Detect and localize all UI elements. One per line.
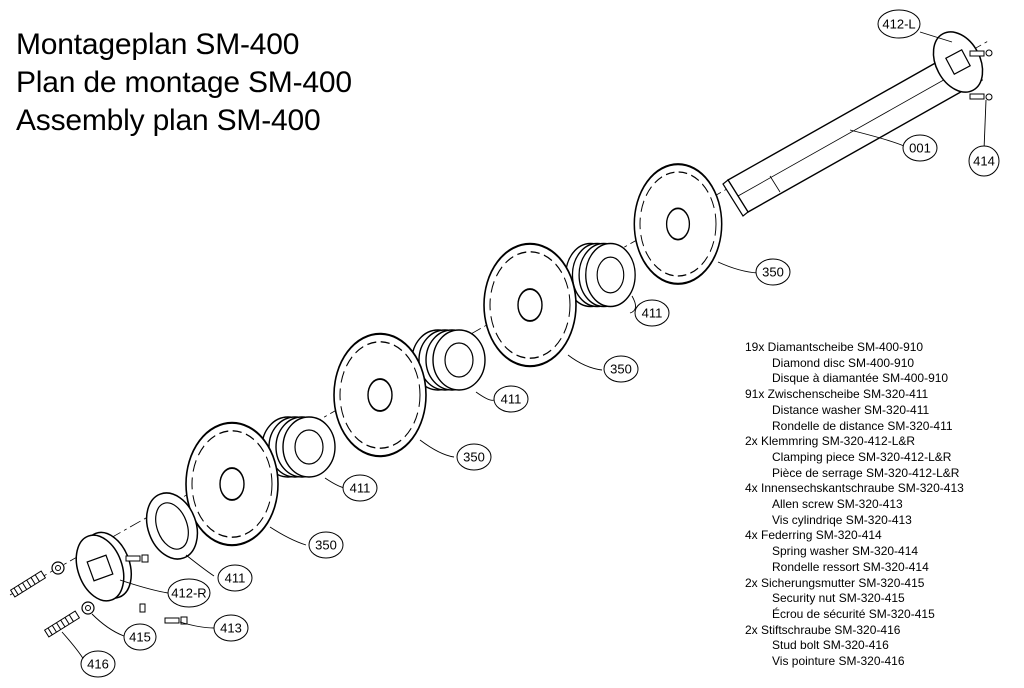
- part-spring-washer: [745, 528, 964, 575]
- part-qty-name: 2x Sicherungsmutter SM-320-415: [745, 575, 925, 590]
- callout-412-R: [168, 579, 210, 607]
- spring-washer-left: [140, 604, 145, 612]
- part-english: Security nut SM-320-415: [772, 591, 905, 606]
- part-english: Allen screw SM-320-413: [772, 497, 903, 512]
- part-french: Rondelle de distance SM-320-411: [772, 418, 953, 433]
- diamond-disc-4: [186, 423, 278, 545]
- stud-bolt-upper: [11, 571, 46, 597]
- svg-text:412-L: 412-L: [882, 16, 916, 32]
- callout-411-b: [494, 386, 528, 412]
- callout-416: [81, 651, 115, 677]
- diamond-disc-2: [484, 244, 576, 366]
- spring-washer-right: [970, 94, 992, 100]
- svg-text:411: 411: [641, 305, 663, 321]
- part-french: Vis pointure SM-320-416: [772, 654, 905, 669]
- part-qty-name: 2x Stiftschraube SM-320-416: [745, 622, 901, 637]
- callout-411-c: [343, 475, 377, 501]
- svg-text:350: 350: [463, 449, 485, 465]
- svg-text:415: 415: [129, 629, 151, 645]
- security-nut-upper: [52, 562, 64, 574]
- title-french: Plan de montage SM-400: [16, 66, 352, 99]
- part-english: Stud bolt SM-320-416: [772, 638, 889, 653]
- allen-screw-right-top: [970, 50, 992, 56]
- callout-350-b: [604, 356, 638, 382]
- callout-001: [903, 135, 937, 161]
- part-french: Écrou de sécurité SM-320-415: [772, 606, 935, 621]
- svg-text:412-R: 412-R: [171, 585, 207, 601]
- part-clamping-piece: [745, 434, 964, 481]
- part-english: Spring washer SM-320-414: [772, 544, 919, 559]
- part-qty-name: 2x Klemmring SM-320-412-L&R: [745, 434, 916, 449]
- title-german: Montageplan SM-400: [16, 28, 300, 61]
- svg-text:350: 350: [762, 264, 784, 280]
- part-french: Vis cylindriqe SM-320-413: [772, 512, 912, 527]
- part-french: Pièce de serrage SM-320-412-L&R: [772, 465, 960, 480]
- part-security-nut: [745, 576, 964, 623]
- part-qty-name: 19x Diamantscheibe SM-400-910: [745, 340, 924, 354]
- part-french: Rondelle ressort SM-320-414: [772, 559, 929, 574]
- svg-text:413: 413: [220, 620, 242, 636]
- part-qty-name: 4x Innensechskantschraube SM-320-413: [745, 481, 964, 496]
- security-nut-lower: [82, 602, 94, 614]
- stud-bolt-lower: [45, 611, 80, 637]
- part-distance-washer: [745, 387, 964, 434]
- callout-412-L: [878, 10, 920, 38]
- svg-text:416: 416: [87, 656, 109, 672]
- diamond-disc-1: [634, 164, 721, 284]
- callout-350-d: [309, 532, 343, 558]
- callout-414: [969, 146, 999, 176]
- svg-text:001: 001: [909, 140, 931, 156]
- part-french: Disque à diamantée SM-400-910: [772, 371, 949, 386]
- svg-text:350: 350: [610, 361, 632, 377]
- callout-411-a: [635, 300, 669, 326]
- diamond-disc-3: [334, 334, 426, 456]
- callout-350-a: [756, 259, 790, 285]
- part-english: Distance washer SM-320-411: [772, 402, 930, 417]
- part-english: Diamond disc SM-400-910: [772, 355, 915, 370]
- part-qty-name: 91x Zwischenscheibe SM-320-411: [745, 387, 929, 402]
- svg-text:411: 411: [349, 480, 371, 496]
- allen-screw-upper: [126, 555, 148, 562]
- parts-list: [745, 340, 964, 670]
- svg-text:350: 350: [315, 537, 337, 553]
- part-stud-bolt: [745, 623, 964, 670]
- part-allen-screw: [745, 481, 964, 528]
- part-qty-name: 4x Federring SM-320-414: [745, 528, 882, 543]
- svg-text:411: 411: [500, 391, 522, 407]
- callout-413: [214, 615, 248, 641]
- part-diamond-disc: [745, 340, 964, 387]
- svg-text:411: 411: [224, 570, 246, 586]
- callout-350-c: [457, 444, 491, 470]
- clamping-piece-right: [68, 526, 140, 608]
- svg-text:414: 414: [973, 153, 995, 169]
- callout-415: [124, 624, 156, 650]
- callout-411-d: [218, 565, 252, 591]
- part-english: Clamping piece SM-320-412-L&R: [772, 449, 952, 464]
- title-english: Assembly plan SM-400: [16, 104, 321, 137]
